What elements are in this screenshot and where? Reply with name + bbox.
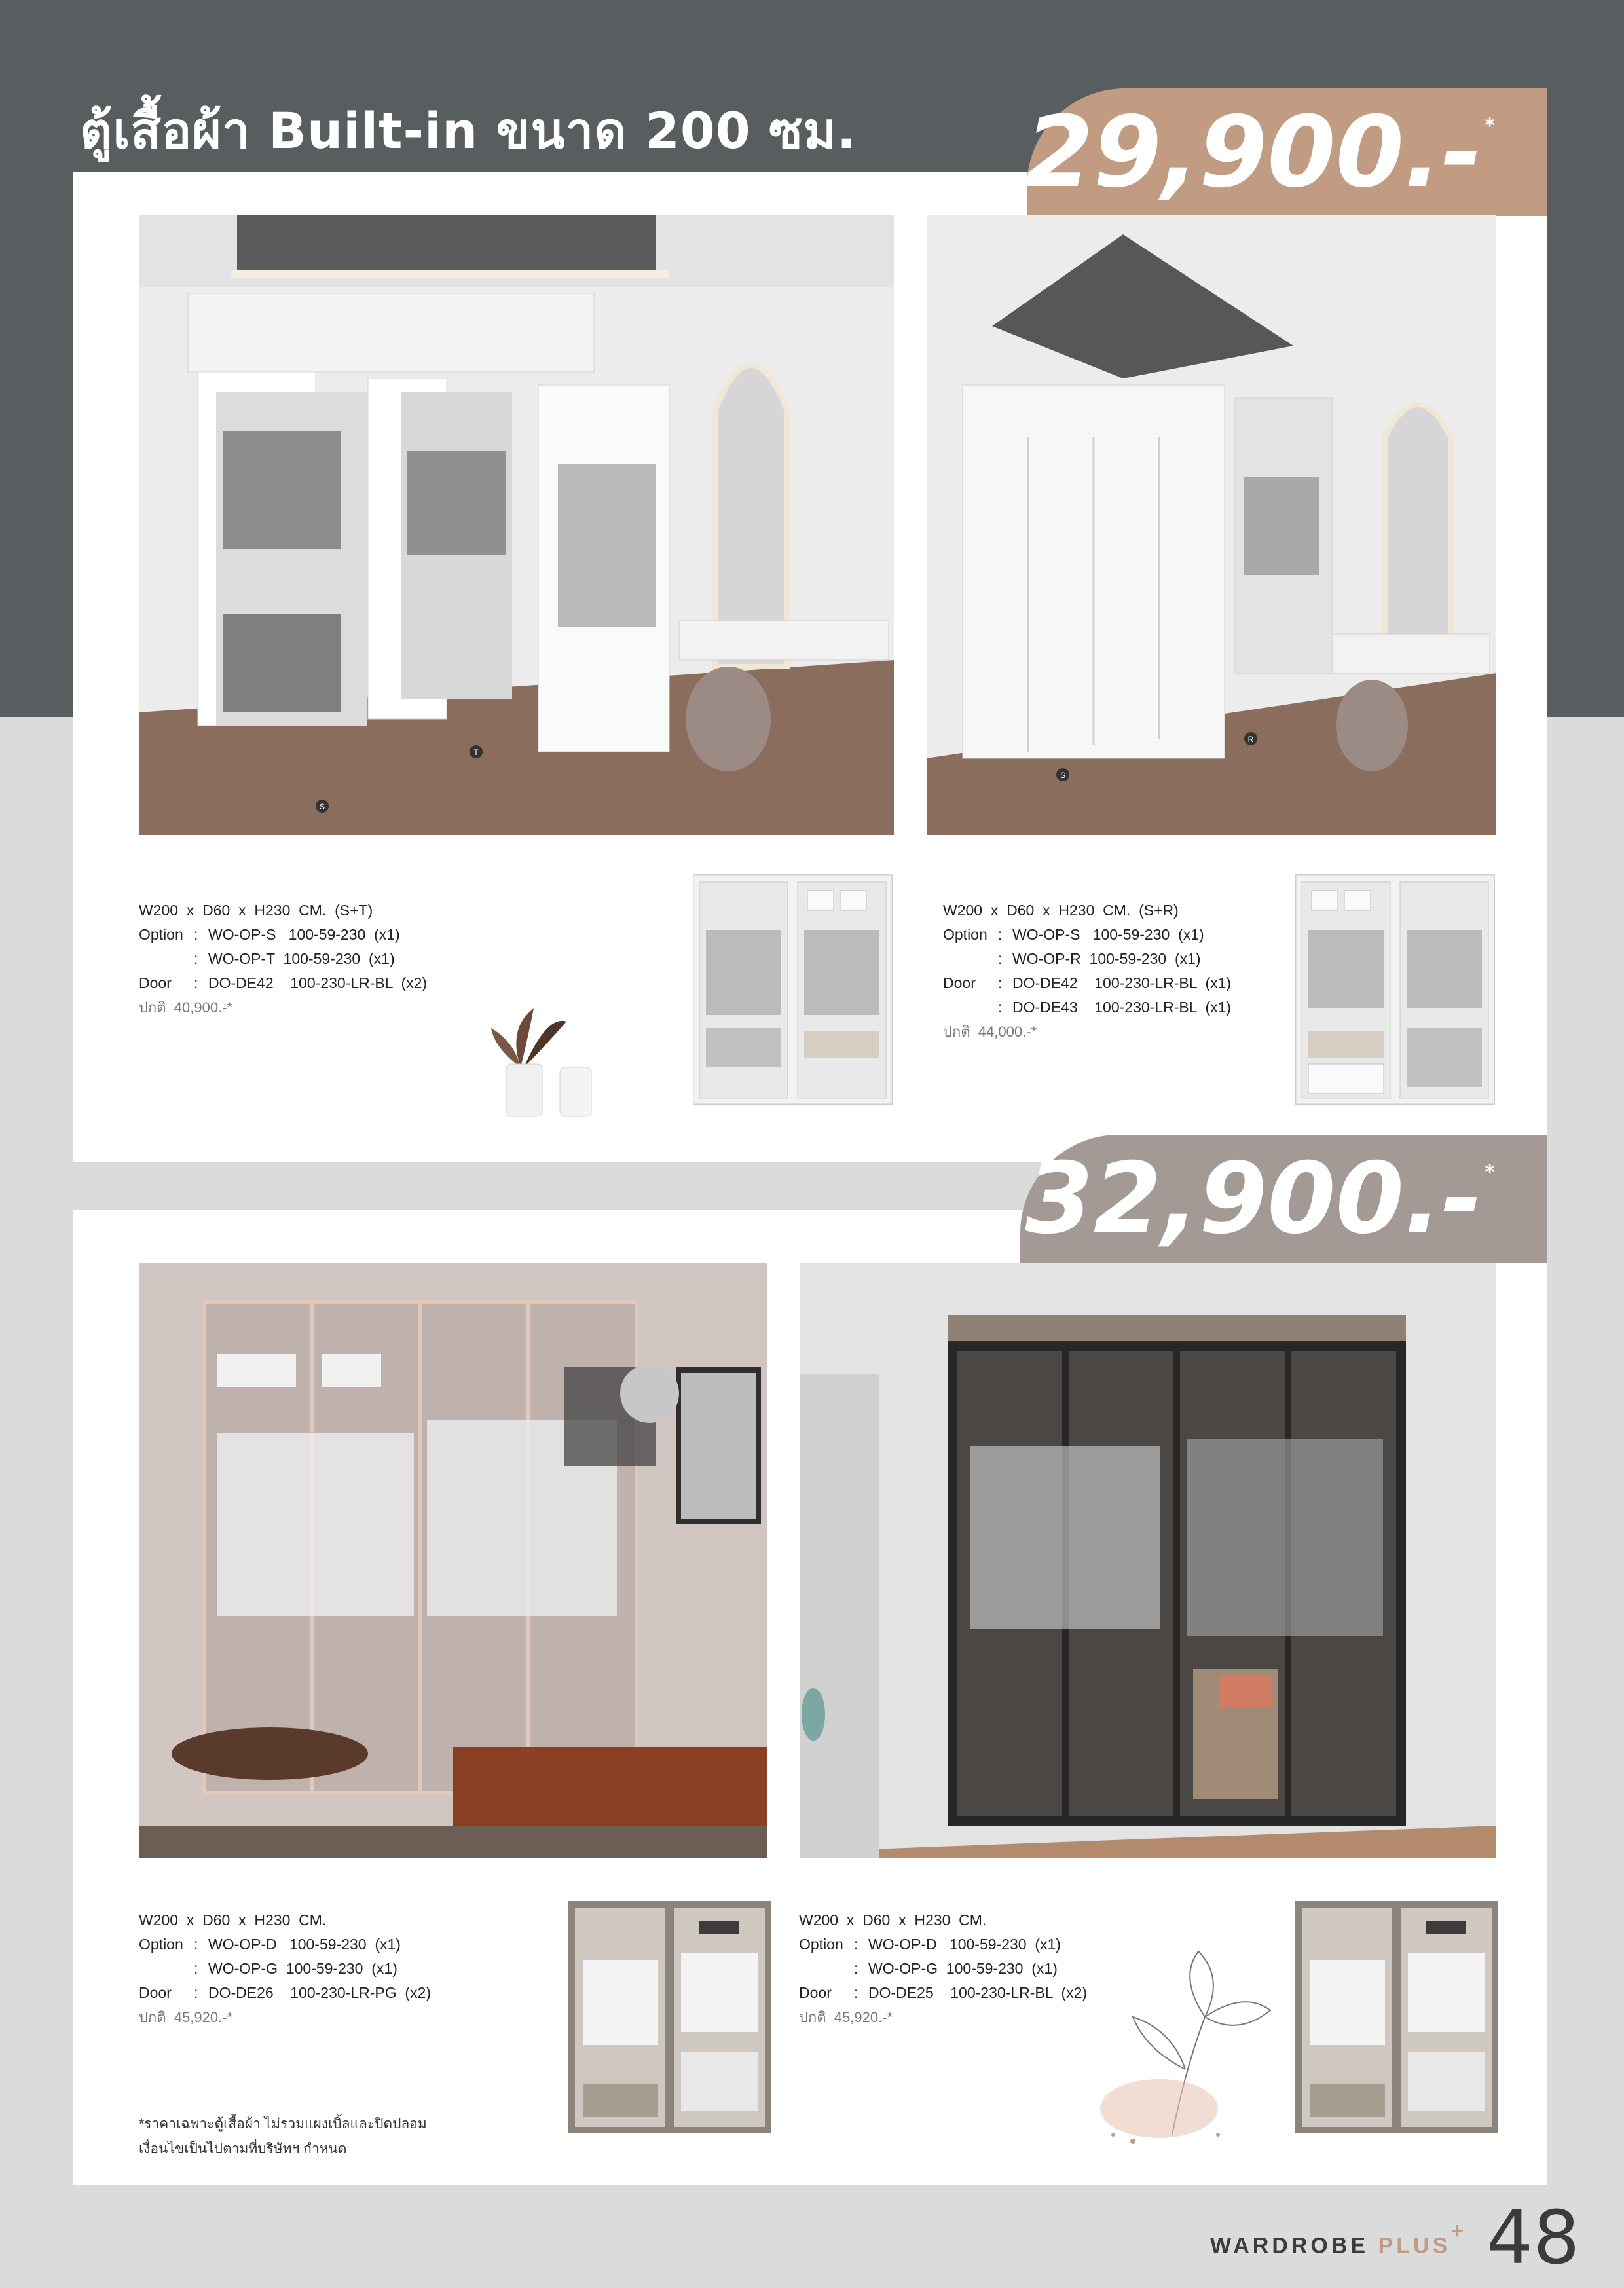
- spec-row: Door : DO-DE42 100-230-LR-BL (x1): [943, 971, 1231, 995]
- wardrobe-photo-sr: [927, 215, 1496, 835]
- price-tag-2: [1020, 1135, 1547, 1263]
- normal-price: ปกติ 45,920.-*: [799, 2009, 893, 2025]
- spec-label: Option: [139, 1936, 183, 1953]
- spec-value: WO-OP-S 100-59-230 (x1): [208, 926, 400, 943]
- price-footnote: [139, 2112, 427, 2162]
- wardrobe-interior-thumbnail-st: [693, 874, 893, 1105]
- spec-row: [139, 898, 427, 923]
- spec-value: DO-DE25 100-230-LR-BL (x2): [868, 1984, 1088, 2001]
- spec-label: Door: [799, 1984, 832, 2001]
- dimension-label-s: S: [319, 802, 325, 811]
- normal-price: ปกติ 44,000.-*: [943, 1024, 1037, 1040]
- price-tag-1: [1027, 88, 1547, 216]
- spec-value: DO-DE26 100-230-LR-PG (x2): [208, 1984, 432, 2001]
- spec-row: Option : WO-OP-D 100-59-230 (x1): [799, 1932, 1087, 1957]
- page-number: 48: [1486, 2196, 1580, 2281]
- spec-value: WO-OP-G 100-59-230 (x1): [208, 1960, 397, 1977]
- spec-row: : WO-OP-T 100-59-230 (x1): [139, 947, 427, 971]
- spec-row: [139, 1908, 431, 1932]
- spec-value: W200 x D60 x H230 CM. (S+R): [943, 902, 1179, 919]
- spec-label: [799, 1957, 854, 1981]
- spec-row: Option : WO-OP-S 100-59-230 (x1): [943, 923, 1231, 947]
- spec-row: : WO-OP-G 100-59-230 (x1): [139, 1957, 431, 1981]
- wardrobe-interior-thumbnail-glass-black: [1295, 1901, 1498, 2133]
- spec-row: Option : WO-OP-D 100-59-230 (x1): [139, 1932, 431, 1957]
- spec-value: DO-DE42 100-230-LR-BL (x2): [208, 974, 428, 991]
- spec-row: [799, 1908, 1087, 1932]
- spec-value: WO-OP-D 100-59-230 (x1): [868, 1936, 1061, 1953]
- dimension-label-s: S: [1060, 771, 1066, 780]
- spec-value: W200 x D60 x H230 CM.: [139, 1911, 327, 1928]
- dimension-label-t: T: [473, 748, 479, 757]
- spec-value: WO-OP-G 100-59-230 (x1): [868, 1960, 1058, 1977]
- spec-block-glass-black: [799, 1908, 1087, 2029]
- spec-value: DO-DE43 100-230-LR-BL (x1): [1012, 999, 1232, 1016]
- spec-label: [943, 947, 998, 971]
- spec-row: Door : DO-DE42 100-230-LR-BL (x2): [139, 971, 427, 995]
- wardrobe-photo-glass-pink: [139, 1263, 767, 1858]
- brand-logo: WARDROBE PLUS+: [1210, 2219, 1467, 2259]
- spec-row: : WO-OP-G 100-59-230 (x1): [799, 1957, 1087, 1981]
- spec-value: W200 x D60 x H230 CM. (S+T): [139, 902, 373, 919]
- spec-row: Option : WO-OP-S 100-59-230 (x1): [139, 923, 427, 947]
- spec-value: W200 x D60 x H230 CM.: [799, 1911, 987, 1928]
- spec-label: Door: [139, 1984, 172, 2001]
- spec-value: WO-OP-S 100-59-230 (x1): [1012, 926, 1204, 943]
- normal-price: ปกติ 45,920.-*: [139, 2009, 233, 2025]
- dimension-label-r: R: [1247, 735, 1254, 744]
- spec-row: [943, 898, 1231, 923]
- plant-decoration: [481, 969, 612, 1120]
- wardrobe-photo-st: [139, 215, 894, 835]
- spec-row: : WO-OP-R 100-59-230 (x1): [943, 947, 1231, 971]
- spec-label: Door: [943, 974, 976, 991]
- spec-block-st: [139, 898, 427, 1020]
- spec-row: Door : DO-DE26 100-230-LR-PG (x2): [139, 1981, 431, 2005]
- spec-value: WO-OP-D 100-59-230 (x1): [208, 1936, 401, 1953]
- wardrobe-photo-glass-black: [800, 1263, 1496, 1858]
- spec-label: Option: [943, 926, 987, 943]
- floral-line-art: [1074, 1938, 1303, 2154]
- spec-block-glass-pink: [139, 1908, 431, 2029]
- spec-label: [139, 1957, 194, 1981]
- spec-block-sr: [943, 898, 1231, 1044]
- footnote-line: *ราคาเฉพาะตู้เสื้อผ้า ไม่รวมแผงเบิ้ลและปิดปลอม: [139, 2116, 427, 2131]
- spec-value: WO-OP-T 100-59-230 (x1): [208, 950, 395, 967]
- spec-label: Option: [799, 1936, 843, 1953]
- page-title: ตู้เสื้อผ้า Built-in ขนาด 200 ซม.: [80, 101, 857, 160]
- price-asterisk: *: [1485, 115, 1495, 138]
- price-value: 29,900.-: [1025, 95, 1483, 210]
- spec-label: Door: [139, 974, 172, 991]
- footnote-line: เงื่อนไขเป็นไปตามที่บริษัทฯ กำหนด: [139, 2141, 347, 2156]
- spec-value: WO-OP-R 100-59-230 (x1): [1012, 950, 1201, 967]
- wardrobe-interior-thumbnail-glass-pink: [568, 1901, 771, 2133]
- wardrobe-interior-thumbnail-sr: [1295, 874, 1495, 1105]
- spec-label: [139, 947, 194, 971]
- price-asterisk: *: [1485, 1161, 1495, 1184]
- price-value: 32,900.-: [1025, 1141, 1483, 1256]
- spec-label: Option: [139, 926, 183, 943]
- spec-value: DO-DE42 100-230-LR-BL (x1): [1012, 974, 1232, 991]
- spec-row: : DO-DE43 100-230-LR-BL (x1): [943, 995, 1231, 1020]
- spec-label: [943, 995, 998, 1020]
- normal-price: ปกติ 40,900.-*: [139, 999, 233, 1016]
- spec-row: Door : DO-DE25 100-230-LR-BL (x2): [799, 1981, 1087, 2005]
